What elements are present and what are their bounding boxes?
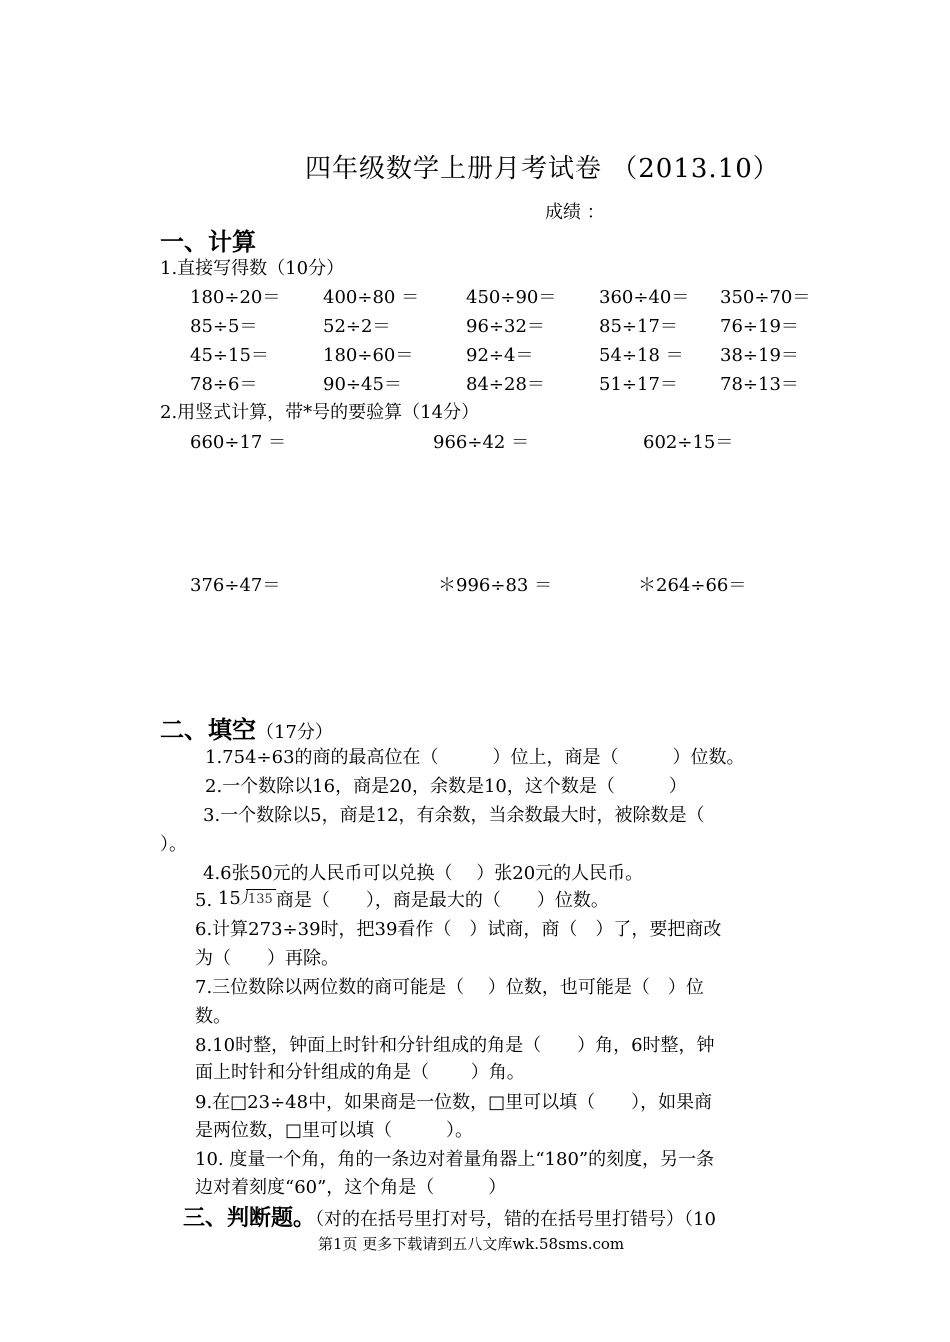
calc-item: 350÷70＝ — [720, 287, 811, 308]
question-1: 1.754÷63的商的最高位在（ ）位上，商是（ ）位数。 — [205, 747, 745, 768]
question-3-cont: ）。 — [160, 834, 187, 855]
part2-label: 2.用竖式计算，带*号的要验算（14分） — [160, 402, 480, 423]
section2-heading: 二、填空 — [160, 716, 256, 744]
question-5-number: 5. — [195, 890, 213, 911]
vertical-calc-item: 376÷47＝ — [190, 575, 281, 596]
calc-item: 90÷45＝ — [323, 374, 402, 395]
dividend: 135 — [247, 892, 273, 907]
page-footer: 第1页 更多下载请到五八文库wk.58sms.com — [318, 1235, 625, 1253]
question-5-text: 商是（ ），商是最大的（ ）位数。 — [275, 890, 609, 911]
question-9: 9.在□23÷48中，如果商是一位数，□里可以填（ ），如果商 — [195, 1092, 713, 1113]
question-8: 8.10时整，钟面上时针和分针组成的角是（ ）角，6时整，钟 — [195, 1035, 715, 1056]
calc-item: 45÷15＝ — [190, 345, 269, 366]
section1-heading: 一、计算 — [160, 228, 256, 256]
question-10-cont: 边对着刻度“60”，这个角是（ ） — [195, 1177, 507, 1198]
question-9-cont: 是两位数，□里可以填（ ）。 — [195, 1120, 474, 1141]
calc-item: 38÷19＝ — [720, 345, 799, 366]
calc-item: 78÷6＝ — [190, 374, 258, 395]
calc-item: 180÷20＝ — [190, 287, 281, 308]
section3-note: （对的在括号里打对号，错的在括号里打错号）（10 — [315, 1209, 716, 1230]
vertical-calc-item: ＊264÷66＝ — [638, 575, 747, 596]
calc-item: 54÷18 ＝ — [599, 345, 684, 366]
part1-label: 1.直接写得数（10分） — [160, 258, 345, 279]
question-6: 6.计算273÷39时，把39看作（ ）试商，商（ ）了，要把商改 — [195, 919, 722, 940]
calc-item: 92÷4＝ — [466, 345, 534, 366]
calc-item: 84÷28＝ — [466, 374, 545, 395]
question-3: 3.一个数除以5，商是12，有余数，当余数最大时，被除数是（ — [203, 805, 705, 826]
long-division-symbol — [218, 889, 276, 911]
question-5 — [195, 886, 609, 912]
divisor: 15 — [217, 888, 241, 909]
score-label: 成绩 ： — [545, 202, 605, 223]
vertical-calc-item: ＊996÷83 ＝ — [438, 575, 553, 596]
calc-item: 360÷40＝ — [599, 287, 690, 308]
vertical-calc-item: 602÷15＝ — [643, 432, 734, 453]
vertical-calc-item: 660÷17 ＝ — [190, 432, 287, 453]
question-7: 7.三位数除以两位数的商可能是（ ）位数，也可能是（ ）位 — [195, 977, 704, 998]
calc-item: 51÷17＝ — [599, 374, 678, 395]
question-7-cont: 数。 — [195, 1006, 231, 1027]
question-6-cont: 为（ ）再除。 — [195, 948, 339, 969]
vertical-calc-item: 966÷42 ＝ — [433, 432, 530, 453]
question-8-cont: 面上时针和分针组成的角是（ ）角。 — [195, 1062, 525, 1083]
section3-heading: 三、判断题。 — [183, 1206, 316, 1231]
page-title: 四年级数学上册月考试卷 （2013.10） — [305, 154, 780, 184]
calc-item: 96÷32＝ — [466, 316, 545, 337]
question-4: 4.6张50元的人民币可以兑换（ ）张20元的人民币。 — [203, 863, 644, 884]
calc-item: 400÷80 ＝ — [323, 287, 420, 308]
calc-item: 180÷60＝ — [323, 345, 414, 366]
calc-item: 85÷17＝ — [599, 316, 678, 337]
division-bracket — [237, 889, 248, 905]
calc-item: 76÷19＝ — [720, 316, 799, 337]
section2-header — [160, 710, 333, 745]
section3-header — [183, 1201, 716, 1232]
calc-item: 52÷2＝ — [323, 316, 391, 337]
calc-item: 78÷13＝ — [720, 374, 799, 395]
question-10: 10. 度量一个角，角的一条边对着量角器上“180”的刻度，另一条 — [195, 1149, 715, 1170]
section2-points: （17分） — [256, 722, 333, 743]
question-2: 2.一个数除以16，商是20，余数是10，这个数是（ ） — [205, 776, 687, 797]
calc-item: 450÷90＝ — [466, 287, 557, 308]
calc-item: 85÷5＝ — [190, 316, 258, 337]
division-bar — [246, 889, 276, 890]
